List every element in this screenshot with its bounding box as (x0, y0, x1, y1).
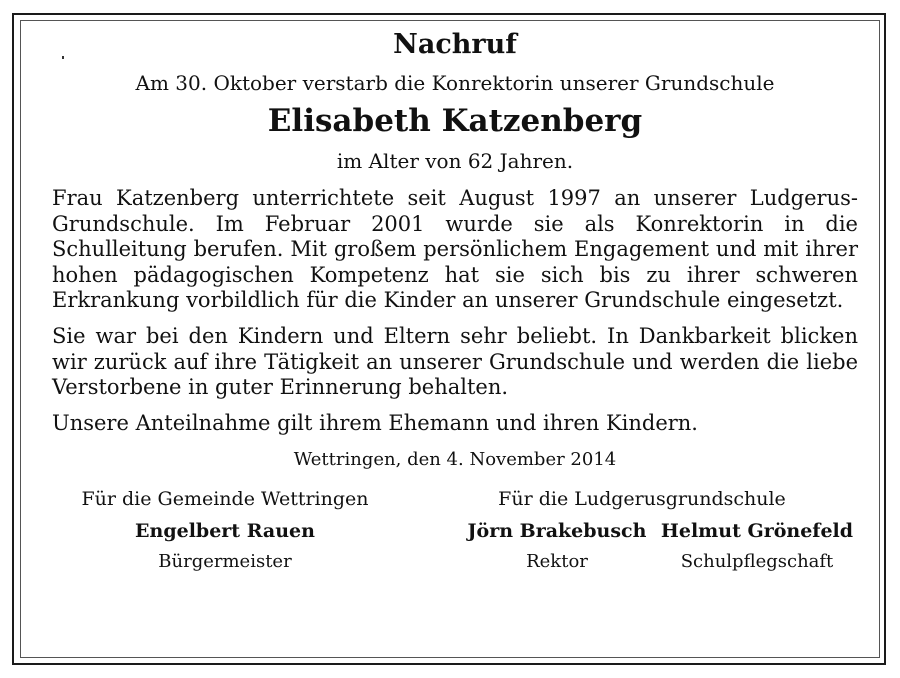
signature-block (52, 486, 858, 582)
signature-heading: Für die Ludgerusgrundschule (498, 488, 786, 511)
obituary-notice (52, 24, 858, 582)
date-line: Wettringen, den 4. November 2014 (293, 449, 617, 471)
paragraph-condolence: Unsere Anteilnahme gilt ihrem Ehemann und ihren Kindern. (52, 410, 698, 435)
notice-title: Nachruf (393, 29, 517, 60)
notice-intro: Am 30. Oktober verstarb die Konrektorin unserer Grundschule (135, 71, 775, 95)
paragraph-gratitude: Sie war bei den Kindern und Eltern sehr beliebt. In Dankbarkeit blicken wir zurück auf ihre Tätigkeit an unserer Grundschule und werden die liebe Verstorbene in guter Erinnerung behalten. (52, 323, 858, 400)
signatory-name: Jörn Brakebusch (467, 520, 647, 543)
deceased-name: Elisabeth Katzenberg (267, 103, 643, 139)
signature-school (452, 486, 872, 573)
signatory-principal (452, 518, 662, 574)
signatory-role: Rektor (526, 551, 588, 573)
signature-municipality (52, 486, 398, 574)
signatory-parents-council (652, 518, 862, 574)
signatory-role: Schulpflegschaft (680, 551, 834, 573)
signatory-name: Helmut Grönefeld (660, 520, 854, 543)
signatory-name: Engelbert Rauen (135, 520, 315, 543)
signatory-role: Bürgermeister (158, 551, 292, 573)
signature-heading: Für die Gemeinde Wettringen (81, 488, 369, 511)
paragraph-career: Frau Katzenberg unterrichtete seit August 1997 an unserer Ludgerus-Grundschule. Im Februar 2001 wurde sie als Konrektorin in die Schulleitung berufen. Mit großem persönlichem Engagement und mit ihrer hohen pädagogischen Kompetenz hat sie sich bis zu ihrer schweren Erkrankung vorbildlich für die Kinder an unserer Grundschule eingesetzt. (52, 186, 858, 313)
age-line: im Alter von 62 Jahren. (336, 149, 574, 173)
